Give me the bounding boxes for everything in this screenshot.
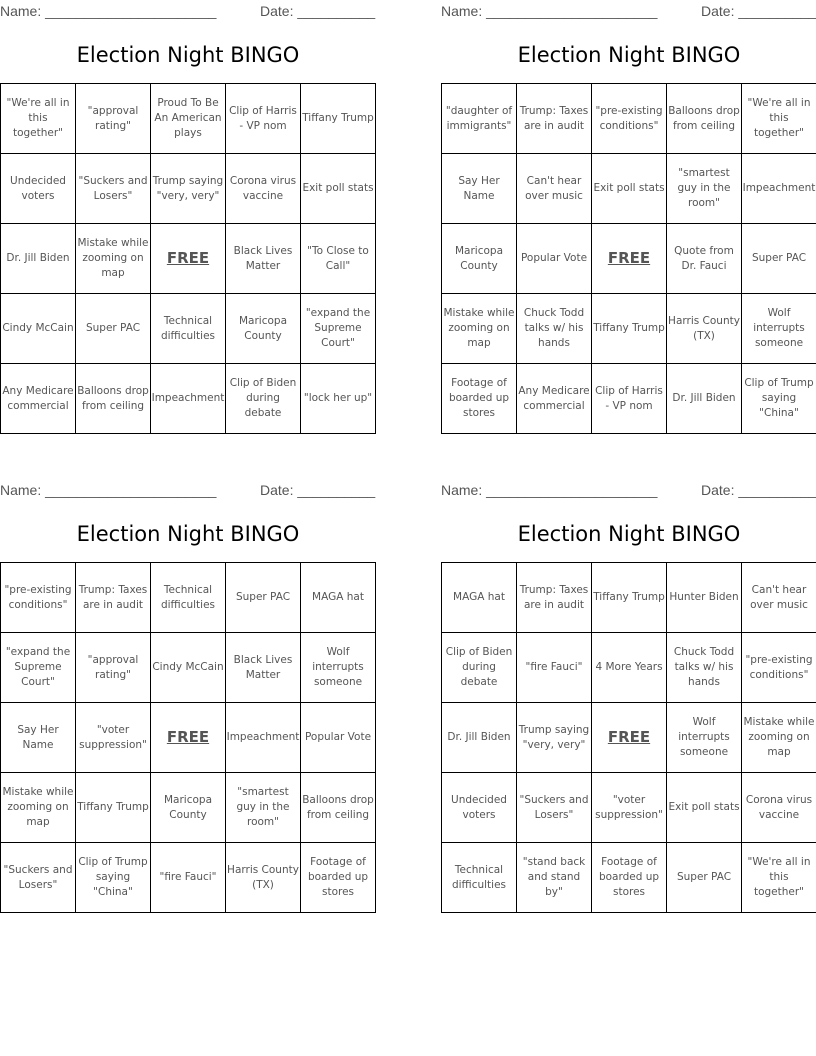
bingo-cell: Wolf interrupts someone — [742, 294, 816, 364]
bingo-cell: Cindy McCain — [1, 294, 76, 364]
free-space-cell: FREE — [592, 224, 667, 294]
bingo-cell: "fire Fauci" — [517, 633, 592, 703]
card-title: Election Night BINGO — [517, 43, 741, 67]
bingo-cell: Undecided voters — [442, 773, 517, 843]
bingo-cell: Quote from Dr. Fauci — [667, 224, 742, 294]
bingo-cell: Wolf interrupts someone — [667, 703, 742, 773]
bingo-cell: Clip of Harris - VP nom — [592, 364, 667, 434]
bingo-cell: "smartest guy in the room" — [226, 773, 301, 843]
bingo-cell: Mistake while zooming on map — [76, 224, 151, 294]
bingo-cell: Trump saying "very, very" — [517, 703, 592, 773]
bingo-cell: Impeachment — [226, 703, 301, 773]
free-space-cell: FREE — [151, 224, 226, 294]
bingo-cell: Cindy McCain — [151, 633, 226, 703]
name-field: Name: ______________________ — [0, 3, 217, 19]
bingo-cell: Balloons drop from ceiling — [667, 84, 742, 154]
name-date-row — [441, 481, 816, 499]
bingo-cell: Dr. Jill Biden — [667, 364, 742, 434]
date-field: Date: __________ — [701, 482, 816, 498]
bingo-cell: Balloons drop from ceiling — [301, 773, 376, 843]
bingo-cell: Dr. Jill Biden — [1, 224, 76, 294]
name-field: Name: ______________________ — [441, 3, 658, 19]
bingo-cell: Wolf interrupts someone — [301, 633, 376, 703]
date-field: Date: __________ — [260, 3, 376, 19]
bingo-cell: Tiffany Trump — [592, 563, 667, 633]
bingo-cell: 4 More Years — [592, 633, 667, 703]
bingo-cell: "We're all in this together" — [742, 843, 816, 913]
bingo-cell: Maricopa County — [226, 294, 301, 364]
bingo-cell: Can't hear over music — [742, 563, 816, 633]
bingo-cell: "smartest guy in the room" — [667, 154, 742, 224]
bingo-cell: Clip of Harris - VP nom — [226, 84, 301, 154]
bingo-cell: Corona virus vaccine — [226, 154, 301, 224]
bingo-cell: "voter suppression" — [592, 773, 667, 843]
bingo-card — [441, 479, 816, 919]
free-space-cell: FREE — [151, 703, 226, 773]
name-date-row — [0, 2, 376, 20]
bingo-cell: Clip of Trump saying "China" — [76, 843, 151, 913]
bingo-cell: Technical difficulties — [151, 563, 226, 633]
bingo-cell: Clip of Biden during debate — [442, 633, 517, 703]
bingo-cell: Mistake while zooming on map — [442, 294, 517, 364]
bingo-cell: "fire Fauci" — [151, 843, 226, 913]
bingo-cell: Balloons drop from ceiling — [76, 364, 151, 434]
bingo-card — [441, 0, 816, 440]
bingo-cell: Super PAC — [226, 563, 301, 633]
bingo-card — [0, 0, 376, 440]
bingo-cell: Popular Vote — [517, 224, 592, 294]
bingo-cell: "Suckers and Losers" — [517, 773, 592, 843]
bingo-cell: Maricopa County — [151, 773, 226, 843]
bingo-grid — [441, 83, 816, 434]
bingo-cell: "expand the Supreme Court" — [301, 294, 376, 364]
bingo-cell: "pre-existing conditions" — [592, 84, 667, 154]
bingo-cell: Footage of boarded up stores — [442, 364, 517, 434]
bingo-cell: Chuck Todd talks w/ his hands — [517, 294, 592, 364]
bingo-cell: "stand back and stand by" — [517, 843, 592, 913]
bingo-cell: "approval rating" — [76, 633, 151, 703]
bingo-cell: Say Her Name — [442, 154, 517, 224]
bingo-cell: "daughter of immigrants" — [442, 84, 517, 154]
bingo-cell: Black Lives Matter — [226, 633, 301, 703]
date-field: Date: __________ — [260, 482, 376, 498]
bingo-cell: Black Lives Matter — [226, 224, 301, 294]
bingo-cell: Hunter Biden — [667, 563, 742, 633]
date-field: Date: __________ — [701, 3, 816, 19]
card-title: Election Night BINGO — [517, 522, 741, 546]
bingo-cell: MAGA hat — [442, 563, 517, 633]
bingo-cell: Trump: Taxes are in audit — [517, 563, 592, 633]
bingo-cell: Undecided voters — [1, 154, 76, 224]
card-title: Election Night BINGO — [76, 43, 300, 67]
name-field: Name: ______________________ — [441, 482, 658, 498]
bingo-cell: Trump: Taxes are in audit — [76, 563, 151, 633]
bingo-cell: Can't hear over music — [517, 154, 592, 224]
bingo-cell: Proud To Be An American plays — [151, 84, 226, 154]
bingo-cell: Impeachment — [151, 364, 226, 434]
bingo-cell: Technical difficulties — [151, 294, 226, 364]
bingo-cell: "lock her up" — [301, 364, 376, 434]
bingo-cell: Mistake while zooming on map — [1, 773, 76, 843]
bingo-cell: Super PAC — [742, 224, 816, 294]
bingo-grid — [441, 562, 816, 913]
bingo-cell: "pre-existing conditions" — [1, 563, 76, 633]
bingo-cell: Tiffany Trump — [592, 294, 667, 364]
bingo-cell: Mistake while zooming on map — [742, 703, 816, 773]
bingo-cell: Harris County (TX) — [226, 843, 301, 913]
bingo-cell: "expand the Supreme Court" — [1, 633, 76, 703]
bingo-cell: Impeachment — [742, 154, 816, 224]
bingo-cell: Clip of Trump saying "China" — [742, 364, 816, 434]
bingo-cell: Any Medicare commercial — [517, 364, 592, 434]
bingo-cell: Trump: Taxes are in audit — [517, 84, 592, 154]
bingo-cell: Super PAC — [76, 294, 151, 364]
bingo-card — [0, 479, 376, 919]
bingo-cell: Super PAC — [667, 843, 742, 913]
bingo-cell: "Suckers and Losers" — [1, 843, 76, 913]
bingo-cell: "Suckers and Losers" — [76, 154, 151, 224]
bingo-cell: "We're all in this together" — [742, 84, 816, 154]
bingo-cell: "approval rating" — [76, 84, 151, 154]
name-field: Name: ______________________ — [0, 482, 217, 498]
bingo-grid — [0, 83, 376, 434]
bingo-cell: Footage of boarded up stores — [301, 843, 376, 913]
bingo-cell: "To Close to Call" — [301, 224, 376, 294]
bingo-cell: Tiffany Trump — [301, 84, 376, 154]
bingo-cell: "We're all in this together" — [1, 84, 76, 154]
bingo-cell: "pre-existing conditions" — [742, 633, 816, 703]
bingo-cell: Maricopa County — [442, 224, 517, 294]
bingo-cell: Exit poll stats — [301, 154, 376, 224]
bingo-cell: Tiffany Trump — [76, 773, 151, 843]
bingo-cell: Clip of Biden during debate — [226, 364, 301, 434]
name-date-row — [0, 481, 376, 499]
bingo-cell: Dr. Jill Biden — [442, 703, 517, 773]
bingo-cell: Exit poll stats — [667, 773, 742, 843]
bingo-cell: Harris County (TX) — [667, 294, 742, 364]
bingo-cell: Footage of boarded up stores — [592, 843, 667, 913]
bingo-cell: Technical difficulties — [442, 843, 517, 913]
bingo-cell: Any Medicare commercial — [1, 364, 76, 434]
card-title: Election Night BINGO — [76, 522, 300, 546]
bingo-cell: "voter suppression" — [76, 703, 151, 773]
bingo-grid — [0, 562, 376, 913]
name-date-row — [441, 2, 816, 20]
bingo-cell: Say Her Name — [1, 703, 76, 773]
bingo-cell: Popular Vote — [301, 703, 376, 773]
bingo-cell: Chuck Todd talks w/ his hands — [667, 633, 742, 703]
bingo-cell: MAGA hat — [301, 563, 376, 633]
bingo-cell: Exit poll stats — [592, 154, 667, 224]
bingo-cell: Trump saying "very, very" — [151, 154, 226, 224]
bingo-cell: Corona virus vaccine — [742, 773, 816, 843]
free-space-cell: FREE — [592, 703, 667, 773]
